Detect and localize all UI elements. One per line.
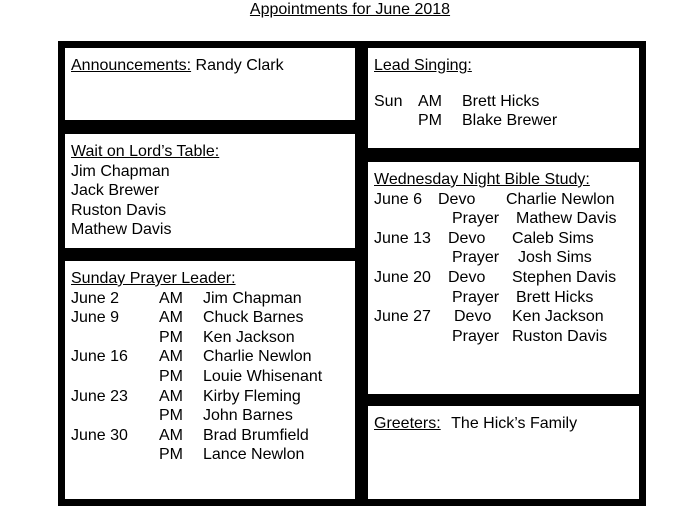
lords-table-name: Jack Brewer bbox=[71, 182, 160, 200]
greeters-label: Greeters: bbox=[374, 415, 441, 432]
lords-table-name: Jim Chapman bbox=[71, 162, 170, 180]
prayer-leader-date: June 9 bbox=[71, 309, 120, 327]
bible-study-role: Prayer bbox=[452, 327, 500, 345]
prayer-leader-time: PM bbox=[159, 367, 183, 385]
prayer-leader-row bbox=[71, 347, 355, 367]
prayer-leader-row bbox=[71, 289, 355, 309]
bible-study-name: Caleb Sims bbox=[512, 229, 594, 247]
prayer-leader-name: Chuck Barnes bbox=[203, 309, 304, 327]
prayer-leader-row bbox=[71, 308, 355, 328]
bible-study-row bbox=[374, 307, 639, 327]
prayer-leader-name: Kirby Fleming bbox=[203, 387, 301, 405]
prayer-leader-row bbox=[71, 387, 355, 407]
bible-study-row bbox=[374, 190, 639, 210]
bible-study-role: Prayer bbox=[452, 210, 500, 228]
lead-singing-label: Lead Singing: bbox=[374, 57, 472, 74]
prayer-leader-row bbox=[71, 367, 355, 387]
prayer-leader-box bbox=[64, 260, 356, 500]
lead-singing-name: Blake Brewer bbox=[462, 112, 558, 130]
bible-study-role: Devo bbox=[448, 268, 486, 286]
bible-study-name: Ruston Davis bbox=[512, 327, 608, 345]
prayer-leader-row bbox=[71, 406, 355, 426]
bible-study-role: Prayer bbox=[452, 249, 500, 267]
bible-study-role: Devo bbox=[438, 190, 476, 208]
prayer-leader-time: PM bbox=[159, 446, 183, 464]
announcements-name: Randy Clark bbox=[195, 57, 284, 74]
lead-singing-time: AM bbox=[418, 92, 442, 110]
announcements-box bbox=[64, 47, 356, 121]
lead-singing-box bbox=[367, 47, 640, 149]
lords-table-label: Wait on Lord’s Table: bbox=[71, 143, 220, 160]
prayer-leader-name: John Barnes bbox=[203, 407, 293, 425]
prayer-leader-row bbox=[71, 426, 355, 446]
bible-study-box bbox=[367, 161, 640, 395]
bible-study-name: Brett Hicks bbox=[516, 288, 594, 306]
page-title: Appointments for June 2018 bbox=[249, 1, 451, 18]
lords-table-name: Ruston Davis bbox=[71, 201, 167, 219]
prayer-leader-row bbox=[71, 328, 355, 348]
prayer-leader-name: Lance Newlon bbox=[203, 446, 305, 464]
prayer-leader-date: June 16 bbox=[71, 348, 128, 366]
prayer-leader-date: June 2 bbox=[71, 289, 120, 307]
bible-study-role: Devo bbox=[448, 229, 486, 247]
prayer-leader-time: PM bbox=[159, 328, 183, 346]
bible-study-name: Stephen Davis bbox=[512, 268, 617, 286]
prayer-leader-time: AM bbox=[159, 348, 183, 366]
bible-study-row bbox=[374, 288, 639, 308]
prayer-leader-time: AM bbox=[159, 387, 183, 405]
prayer-leader-time: AM bbox=[159, 426, 183, 444]
prayer-leader-name: Louie Whisenant bbox=[203, 367, 323, 385]
prayer-leader-name: Charlie Newlon bbox=[203, 348, 312, 366]
bible-study-row bbox=[374, 209, 639, 229]
bible-study-date: June 20 bbox=[374, 268, 431, 286]
prayer-leader-name: Jim Chapman bbox=[203, 289, 302, 307]
announcements-label: Announcements: bbox=[71, 57, 192, 74]
lead-singing-row bbox=[374, 92, 639, 112]
prayer-leader-name: Ken Jackson bbox=[203, 328, 295, 346]
lords-table-name: Mathew Davis bbox=[71, 221, 172, 239]
prayer-leader-time: AM bbox=[159, 289, 183, 307]
bible-study-row bbox=[374, 327, 639, 347]
prayer-leader-row bbox=[71, 445, 355, 465]
prayer-leader-label: Sunday Prayer Leader: bbox=[71, 270, 236, 287]
bible-study-date: June 6 bbox=[374, 190, 423, 208]
prayer-leader-date: June 23 bbox=[71, 387, 128, 405]
bible-study-label: Wednesday Night Bible Study: bbox=[374, 171, 590, 188]
bible-study-name: Ken Jackson bbox=[512, 308, 604, 326]
bible-study-row bbox=[374, 268, 639, 288]
bible-study-name: Josh Sims bbox=[518, 249, 592, 267]
bible-study-date: June 27 bbox=[374, 308, 431, 326]
prayer-leader-name: Brad Brumfield bbox=[203, 426, 309, 444]
lead-singing-time: PM bbox=[418, 112, 442, 130]
bible-study-row bbox=[374, 229, 639, 249]
lead-singing-day: Sun bbox=[374, 92, 403, 110]
bible-study-role: Prayer bbox=[452, 288, 500, 306]
bible-study-row bbox=[374, 248, 639, 268]
bible-study-date: June 13 bbox=[374, 229, 431, 247]
prayer-leader-date: June 30 bbox=[71, 426, 128, 444]
prayer-leader-time: AM bbox=[159, 309, 183, 327]
greeters-box bbox=[367, 405, 640, 500]
bible-study-name: Charlie Newlon bbox=[506, 190, 615, 208]
bible-study-role: Devo bbox=[454, 308, 492, 326]
lords-table-box bbox=[64, 133, 356, 249]
greeters-name: The Hick’s Family bbox=[451, 415, 578, 432]
lead-singing-row bbox=[374, 111, 639, 131]
prayer-leader-time: PM bbox=[159, 407, 183, 425]
bible-study-name: Mathew Davis bbox=[516, 210, 617, 228]
lead-singing-name: Brett Hicks bbox=[462, 92, 540, 110]
